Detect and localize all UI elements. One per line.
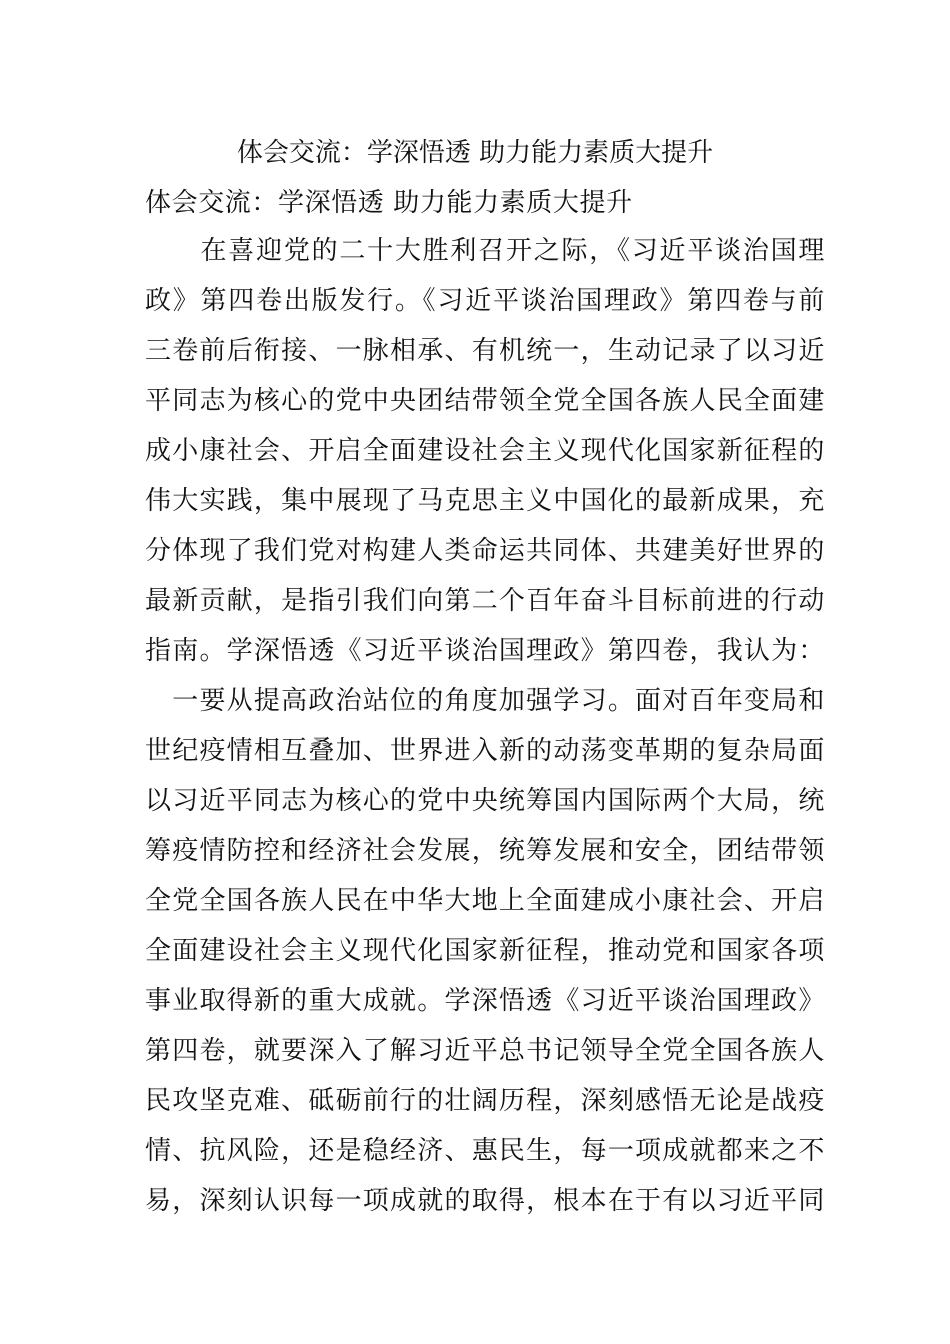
- body-line: 以习近平同志为核心的党中央统筹国内国际两个大局，统: [145, 786, 825, 816]
- body-line: 指南。学深悟透《习近平谈治国理政》第四卷，我认为：: [145, 636, 825, 666]
- body-line: 成小康社会、开启全面建设社会主义现代化国家新征程的: [145, 436, 825, 466]
- body-line: 第四卷，就要深入了解习近平总书记领导全党全国各族人: [145, 1036, 825, 1066]
- body-line: 三卷前后衔接、一脉相承、有机统一，生动记录了以习近: [145, 336, 825, 366]
- body-line: 筹疫情防控和经济社会发展，统筹发展和安全，团结带领: [145, 836, 825, 866]
- body-line: 伟大实践，集中展现了马克思主义中国化的最新成果，充: [145, 486, 825, 516]
- body-line: 政》第四卷出版发行。《习近平谈治国理政》第四卷与前: [145, 286, 825, 316]
- body-line: 易，深刻认识每一项成就的取得，根本在于有以习近平同: [145, 1186, 825, 1216]
- document-title-centered: 体会交流：学深悟透 助力能力素质大提升: [236, 138, 714, 168]
- body-line: 在喜迎党的二十大胜利召开之际，《习近平谈治国理: [145, 236, 825, 266]
- body-line: 情、抗风险，还是稳经济、惠民生，每一项成就都来之不: [145, 1136, 825, 1166]
- body-line: 事业取得新的重大成就。学深悟透《习近平谈治国理政》: [145, 986, 825, 1016]
- body-line: 分体现了我们党对构建人类命运共同体、共建美好世界的: [145, 536, 825, 566]
- body-line: 一要从提高政治站位的角度加强学习。面对百年变局和: [145, 686, 825, 716]
- body-line: 平同志为核心的党中央团结带领全党全国各族人民全面建: [145, 386, 825, 416]
- body-line: 全面建设社会主义现代化国家新征程，推动党和国家各项: [145, 936, 825, 966]
- document-title-left: 体会交流：学深悟透 助力能力素质大提升: [145, 188, 633, 218]
- body-line: 全党全国各族人民在中华大地上全面建成小康社会、开启: [145, 886, 825, 916]
- body-line: 世纪疫情相互叠加、世界进入新的动荡变革期的复杂局面: [145, 736, 825, 766]
- body-line: 最新贡献，是指引我们向第二个百年奋斗目标前进的行动: [145, 586, 825, 616]
- body-line: 民攻坚克难、砥砺前行的壮阔历程，深刻感悟无论是战疫: [145, 1086, 825, 1116]
